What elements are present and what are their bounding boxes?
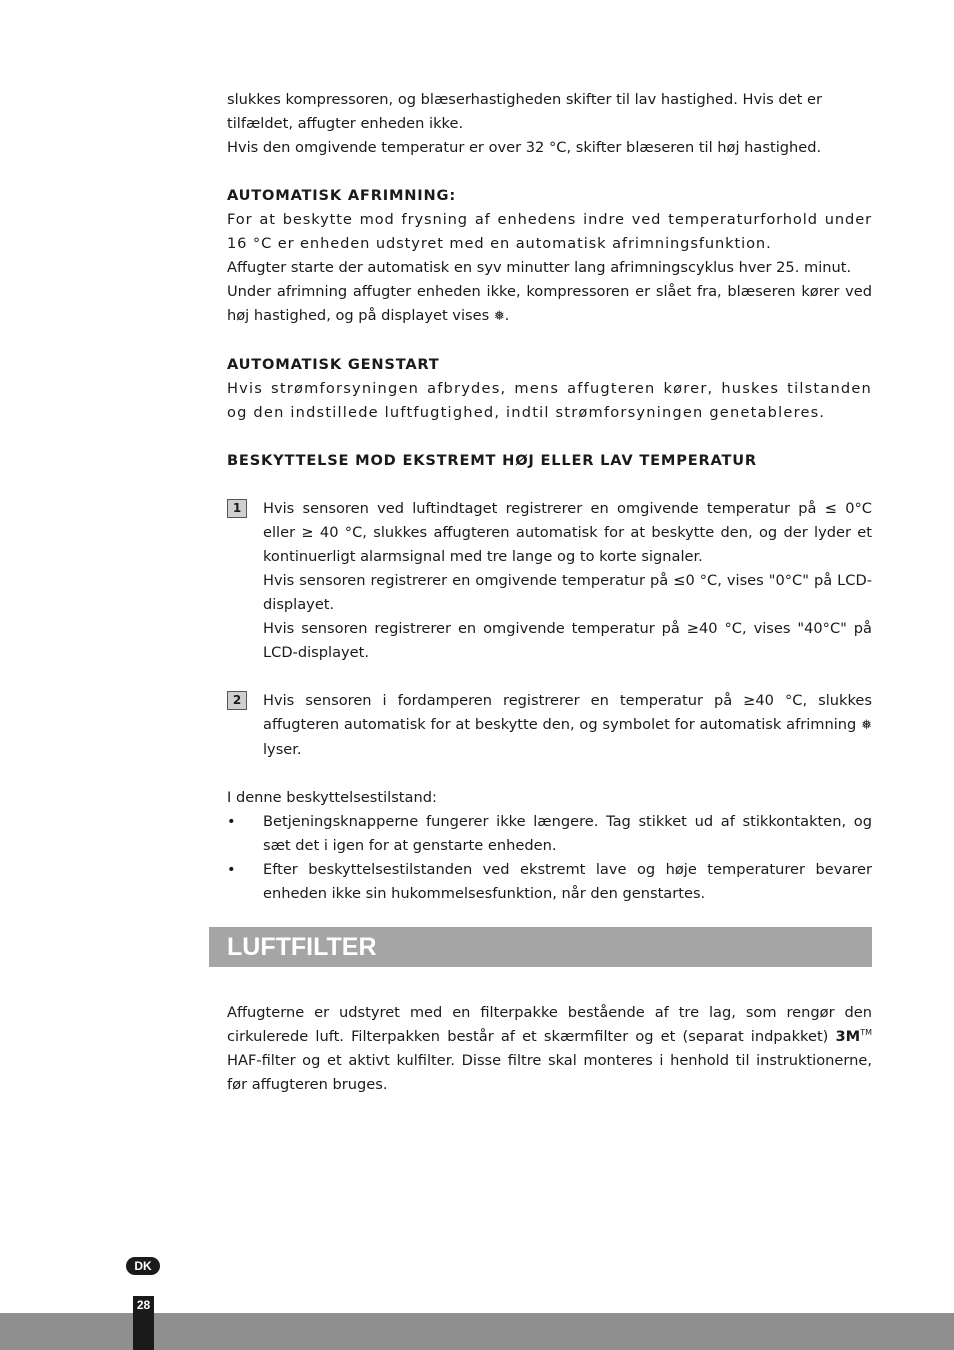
protection-heading: BESKYTTELSE MOD EKSTREMT HØJ ELLER LAV TEMPERATUR [227,452,757,469]
defrost-heading: AUTOMATISK AFRIMNING: [227,187,456,204]
filter-text-end: HAF-filter og et aktivt kulfilter. Disse filtre skal monteres i henhold til instruktionerne, før affugteren bruges. [227,1052,872,1093]
language-badge: DK [126,1257,160,1275]
protection-state-intro: I denne beskyttelsestilstand: [227,789,437,806]
protection-item-1-text-b: Hvis sensoren registrerer en omgivende temperatur på ≤0 °C, vises "0°C" på LCD-displayet. [263,572,872,613]
section-banner [209,927,872,967]
protection-item-2-text-a: Hvis sensoren i fordamperen registrerer en temperatur på ≥40 °C, slukkes affugteren automatisk for at beskytte den, og symbolet for automatisk afrimning [263,692,872,733]
protection-item-1-text-a: Hvis sensoren ved luftindtaget registrerer en omgivende temperatur på ≤ 0°C eller ≥ 40 °C, slukkes affugteren automatisk for at beskytte den, og der lyder et kontinuerligt alarmsignal med tre lange og to korte signaler. [263,500,872,565]
page-number-box [133,1296,154,1350]
filter-section [227,1001,872,1097]
item-number-badge: 1 [227,499,247,518]
defrost-icon: ❅ [493,309,505,324]
trademark-mark: TM [860,1028,872,1038]
bullet-icon: • [227,861,236,878]
restart-paragraph: Hvis strømforsyningen afbrydes, mens affugteren kører, huskes tilstanden og den indstillede luftfugtighed, indtil strømforsyningen genetableres. [227,380,872,421]
protection-item-2-text-end: lyser. [263,741,302,758]
item-number-badge: 2 [227,691,247,710]
protection-item-1-text-c: Hvis sensoren registrerer en omgivende temperatur på ≥40 °C, vises "40°C" på LCD-displayet. [263,620,872,661]
defrost-paragraph-3-text: Under afrimning affugter enheden ikke, kompressoren er slået fra, blæseren kører ved høj hastighed, og på displayet vises [227,283,872,324]
list-item: • Betjeningsknapperne fungerer ikke længere. Tag stikket ud af stikkontakten, og sæt det i igen for at genstarte enheden. [227,810,872,858]
protection-item-2-text [263,689,872,762]
section-title: LUFTFILTER [227,933,377,961]
defrost-paragraph-3 [227,280,872,329]
page-number: 28 [136,1298,151,1312]
main-content [227,88,872,906]
defrost-paragraph-2: Affugter starte der automatisk en syv minutter lang afrimningscyklus hver 25. minut. [227,259,852,276]
restart-heading: AUTOMATISK GENSTART [227,356,440,373]
intro-text-2: Hvis den omgivende temperatur er over 32 °C, skifter blæseren til høj hastighed. [227,139,822,156]
defrost-paragraph-3-end: . [504,307,510,324]
protection-item-2 [227,689,872,762]
protection-item-1 [227,497,872,665]
intro-text-1: slukkes kompressoren, og blæserhastigheden skifter til lav hastighed. Hvis det er tilfældet, affugter enheden ikke. [227,91,822,132]
bullet-icon: • [227,813,236,830]
protection-bullet-list [227,810,872,906]
list-item: • Efter beskyttelsestilstanden ved ekstremt lave og høje temperaturer bevarer enheden ikke sin hukommelsesfunktion, når den genstartes. [227,858,872,906]
filter-paragraph [227,1001,872,1097]
brand-name: 3M [835,1028,861,1045]
filter-text-start: Affugterne er udstyret med en filterpakke bestående af tre lag, som rengør den cirkulerede luft. Filterpakken består af et skærmfilter og et (separat indpakket) [227,1004,872,1045]
defrost-icon: ❅ [861,718,873,733]
defrost-paragraph-1: For at beskytte mod frysning af enhedens indre ved temperaturforhold under 16 °C er enheden udstyret med en automatisk afrimningsfunktion. [227,211,872,252]
